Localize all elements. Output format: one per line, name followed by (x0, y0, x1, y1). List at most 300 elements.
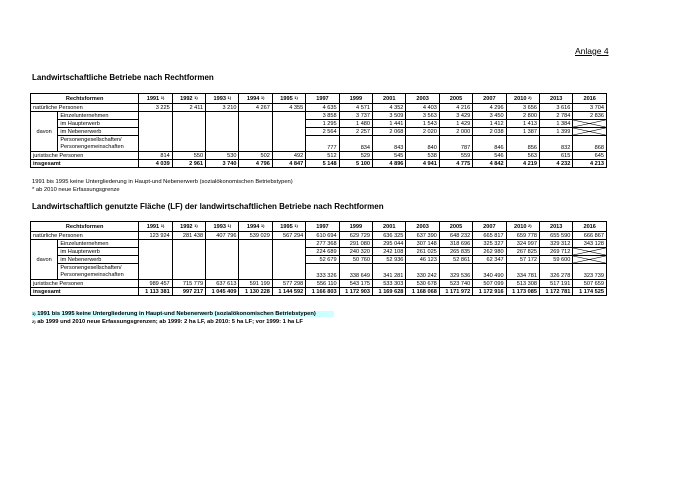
value-cell: 325 327 (473, 240, 506, 248)
value-cell (272, 136, 305, 152)
year-footnote-marker: 1) (227, 222, 232, 228)
row-label (58, 136, 139, 152)
year-label: 1994 (246, 223, 260, 230)
section2-title: Landwirtschaftlich genutzte Fläche (LF) der landwirtschaftlichen Betriebe nach Rechtformen (32, 202, 384, 211)
year-footnote-marker: 1) (227, 94, 232, 100)
value-cell: 492 (272, 152, 305, 160)
value-cell: 2 564 (306, 128, 339, 136)
row-label: im Nebenerwerb (58, 128, 139, 136)
value-cell (172, 248, 205, 256)
value-cell: 529 (339, 152, 372, 160)
value-cell: 52 679 (306, 256, 339, 264)
year-header (539, 94, 572, 104)
value-cell: 3 225 (139, 104, 172, 112)
row-full-time (31, 248, 607, 256)
value-cell: 2 257 (339, 128, 372, 136)
year-footnote-marker: 1) (160, 94, 165, 100)
value-cell: 530 (206, 152, 239, 160)
year-footnote-marker: 1) (260, 222, 265, 228)
value-cell: 281 438 (172, 232, 205, 240)
year-footnote-marker: 1) (260, 94, 265, 100)
value-cell: 655 590 (539, 232, 572, 240)
value-cell: 323 739 (573, 264, 607, 280)
year-label: 2007 (483, 223, 496, 230)
value-cell: 843 (373, 136, 406, 152)
value-cell: 1 441 (373, 120, 406, 128)
value-cell (139, 128, 172, 136)
value-cell: 4 403 (406, 104, 439, 112)
value-cell: 307 148 (406, 240, 439, 248)
value-cell: 648 232 (439, 232, 472, 240)
value-cell (272, 240, 305, 248)
value-cell: 1 169 628 (373, 288, 406, 296)
value-cell: 295 044 (373, 240, 406, 248)
year-label: 1993 (213, 95, 226, 102)
year-header (239, 222, 272, 232)
value-cell: 637 613 (206, 280, 239, 288)
year-header (373, 94, 406, 104)
value-cell: 2 038 (473, 128, 506, 136)
value-cell: 291 080 (339, 240, 372, 248)
year-header (206, 94, 239, 104)
year-label: 1999 (349, 223, 363, 230)
value-cell (239, 128, 272, 136)
value-cell: 539 029 (239, 232, 272, 240)
crossed-out-cell (573, 256, 607, 264)
value-cell (172, 256, 205, 264)
crossed-out-cell (573, 128, 607, 136)
value-cell: 530 678 (406, 280, 439, 288)
value-cell: 4 039 (139, 160, 172, 168)
value-cell: 1 171 972 (439, 288, 472, 296)
value-cell: 846 (473, 136, 506, 152)
year-header (339, 222, 372, 232)
year-label: 1993 (213, 223, 226, 230)
value-cell: 591 199 (239, 280, 272, 288)
value-cell: 4 571 (339, 104, 372, 112)
value-cell (239, 264, 272, 280)
davon-text: davon (36, 256, 52, 263)
value-cell: 224 689 (306, 248, 339, 256)
year-header (272, 222, 305, 232)
value-cell: 2 068 (373, 128, 406, 136)
value-cell: 563 (506, 152, 539, 160)
year-header (206, 222, 239, 232)
value-cell: 338 649 (339, 264, 372, 280)
row-total (31, 160, 607, 168)
row-label: Einzelunternehmen (58, 240, 139, 248)
value-cell: 502 (239, 152, 272, 160)
value-cell: 856 (506, 136, 539, 152)
footnote-2-text: ab 1999 und 2010 neue Erfassungsgrenzen; ab 1999: 2 ha LF, ab 2010: 5 ha LF; vor 1999: 1 ha LF (37, 319, 303, 325)
year-label: 2016 (583, 223, 596, 230)
year-footnote-marker: 2) (528, 94, 532, 100)
value-cell: 5 100 (339, 160, 372, 168)
value-cell (239, 240, 272, 248)
value-cell (172, 136, 205, 152)
rechtsformen-header: Rechtsformen (31, 222, 139, 232)
value-cell (206, 240, 239, 248)
year-header (139, 222, 172, 232)
section2-footnote-1 (32, 311, 334, 317)
value-cell (172, 128, 205, 136)
value-cell: 4 267 (239, 104, 272, 112)
value-cell (206, 256, 239, 264)
year-header (172, 94, 205, 104)
year-footnote-marker: 1) (160, 222, 165, 228)
year-header (172, 222, 205, 232)
value-cell: 637 390 (406, 232, 439, 240)
value-cell: 2 411 (172, 104, 205, 112)
value-cell (139, 256, 172, 264)
value-cell: 2 800 (506, 112, 539, 120)
value-cell (172, 240, 205, 248)
value-cell: 556 110 (306, 280, 339, 288)
value-cell (206, 264, 239, 280)
year-label: 2013 (549, 223, 563, 230)
year-label: 2007 (483, 95, 496, 102)
row-label: im Haupterwerb (58, 120, 139, 128)
row-part-time (31, 128, 607, 136)
value-cell: 834 (339, 136, 372, 152)
value-cell: 5 148 (306, 160, 339, 168)
value-cell: 545 (373, 152, 406, 160)
value-cell (239, 112, 272, 120)
value-cell: 840 (406, 136, 439, 152)
value-cell: 4 941 (406, 160, 439, 168)
value-cell: 989 457 (139, 280, 172, 288)
year-label: 1992 (180, 95, 193, 102)
footnote-1-marker: 1) (32, 311, 36, 316)
row-label: juristische Personen (31, 280, 139, 288)
row-sole-proprietors (31, 112, 607, 120)
annex-label: Anlage 4 (575, 46, 609, 56)
footnote-2-marker: 2) (32, 319, 36, 324)
value-cell: 1 480 (339, 120, 372, 128)
row-label: natürliche Personen (31, 104, 139, 112)
year-header (306, 94, 339, 104)
row-label: natürliche Personen (31, 232, 139, 240)
row-label: Einzelunternehmen (58, 112, 139, 120)
section1-title: Landwirtschaftliche Betriebe nach Rechtformen (32, 73, 214, 82)
value-cell: 4 296 (473, 104, 506, 112)
row-sole-proprietors (31, 240, 607, 248)
year-label: 2016 (583, 95, 596, 102)
value-cell: 277 368 (306, 240, 339, 248)
value-cell: 1 399 (539, 128, 572, 136)
value-cell (139, 264, 172, 280)
value-cell: 2 784 (539, 112, 572, 120)
year-header (239, 94, 272, 104)
row-label-line: Personengesellschaften/ (60, 136, 122, 143)
year-label: 1991 (146, 223, 160, 230)
value-cell: 407 796 (206, 232, 239, 240)
value-cell: 3 656 (506, 104, 539, 112)
value-cell (172, 120, 205, 128)
farms-table (30, 93, 607, 168)
year-label: 2003 (416, 223, 429, 230)
year-header (473, 94, 506, 104)
row-label-line: Personengesellschaften/ (60, 264, 122, 271)
value-cell: 814 (139, 152, 172, 160)
value-cell: 4 355 (272, 104, 305, 112)
row-partnerships (31, 264, 607, 280)
value-cell: 4 352 (373, 104, 406, 112)
year-header (139, 94, 172, 104)
year-label: 1992 (180, 223, 193, 230)
value-cell (139, 120, 172, 128)
value-cell (139, 240, 172, 248)
value-cell: 4 213 (573, 160, 607, 168)
row-part-time (31, 256, 607, 264)
year-footnote-marker: 1) (194, 94, 198, 100)
footnote-1-text: 1991 bis 1995 keine Untergliederung in Haupt-und Nebenerwerb (sozialökonomischen Betriebstypen) (37, 311, 316, 317)
header-row (31, 94, 607, 104)
value-cell: 2 961 (172, 160, 205, 168)
value-cell: 329 536 (439, 264, 472, 280)
year-label: 1995 (280, 223, 293, 230)
value-cell: 324 997 (506, 240, 539, 248)
year-header (406, 94, 439, 104)
value-cell: 1 384 (539, 120, 572, 128)
row-legal-persons (31, 280, 607, 288)
year-label: 1997 (316, 223, 329, 230)
value-cell: 4 896 (373, 160, 406, 168)
value-cell: 267 825 (506, 248, 539, 256)
value-cell: 1 172 903 (339, 288, 372, 296)
value-cell: 832 (539, 136, 572, 152)
year-header (373, 222, 406, 232)
value-cell: 4 796 (239, 160, 272, 168)
value-cell: 329 312 (539, 240, 572, 248)
value-cell: 2 836 (573, 112, 607, 120)
value-cell: 517 191 (539, 280, 572, 288)
year-label: 2005 (449, 223, 463, 230)
year-header (439, 222, 472, 232)
value-cell: 567 294 (272, 232, 305, 240)
value-cell: 538 (406, 152, 439, 160)
value-cell (206, 248, 239, 256)
row-label-line: Personengemeinschaften (60, 271, 124, 278)
section1-footnote-2: * ab 2010 neue Erfassungsgrenze (32, 187, 120, 193)
value-cell: 333 326 (306, 264, 339, 280)
value-cell: 242 108 (373, 248, 406, 256)
value-cell: 334 781 (506, 264, 539, 280)
row-full-time (31, 120, 607, 128)
value-cell: 4 232 (539, 160, 572, 168)
year-label: 2003 (416, 95, 429, 102)
year-label: 2010 (514, 223, 527, 230)
value-cell: 3 210 (206, 104, 239, 112)
value-cell: 52 861 (439, 256, 472, 264)
value-cell: 715 779 (172, 280, 205, 288)
value-cell: 57 172 (506, 256, 539, 264)
value-cell: 269 712 (539, 248, 572, 256)
value-cell: 1 144 592 (272, 288, 305, 296)
year-label: 1991 (146, 95, 160, 102)
year-header (506, 222, 539, 232)
value-cell (272, 256, 305, 264)
value-cell (272, 264, 305, 280)
row-label: insgesamt (31, 160, 139, 168)
value-cell: 645 (573, 152, 607, 160)
value-cell: 3 563 (406, 112, 439, 120)
value-cell: 513 308 (506, 280, 539, 288)
value-cell: 3 509 (373, 112, 406, 120)
value-cell: 615 (539, 152, 572, 160)
value-cell: 50 760 (339, 256, 372, 264)
value-cell: 4 219 (506, 160, 539, 168)
value-cell: 543 175 (339, 280, 372, 288)
row-partnerships (31, 136, 607, 152)
value-cell: 868 (573, 136, 607, 152)
value-cell: 1 130 228 (239, 288, 272, 296)
value-cell: 559 (439, 152, 472, 160)
value-cell: 59 600 (539, 256, 572, 264)
value-cell: 123 924 (139, 232, 172, 240)
value-cell (239, 120, 272, 128)
value-cell: 4 842 (473, 160, 506, 168)
header-row (31, 222, 607, 232)
value-cell (239, 136, 272, 152)
value-cell: 610 694 (306, 232, 339, 240)
value-cell: 577 298 (272, 280, 305, 288)
value-cell: 1 295 (306, 120, 339, 128)
year-header (339, 94, 372, 104)
value-cell: 343 128 (573, 240, 607, 248)
value-cell: 533 303 (373, 280, 406, 288)
davon-label (31, 240, 58, 280)
value-cell: 1 172 781 (539, 288, 572, 296)
value-cell: 4 635 (306, 104, 339, 112)
value-cell: 636 325 (373, 232, 406, 240)
value-cell: 1 045 409 (206, 288, 239, 296)
crossed-out-cell (573, 120, 607, 128)
value-cell: 3 616 (539, 104, 572, 112)
row-label: im Nebenerwerb (58, 256, 139, 264)
value-cell: 1 172 916 (473, 288, 506, 296)
value-cell: 1 413 (506, 120, 539, 128)
value-cell: 4 775 (439, 160, 472, 168)
value-cell: 997 217 (172, 288, 205, 296)
year-label: 2010 (514, 95, 527, 102)
value-cell: 659 778 (506, 232, 539, 240)
value-cell: 1 543 (406, 120, 439, 128)
davon-label (31, 112, 58, 152)
value-cell: 3 704 (573, 104, 607, 112)
value-cell: 1 166 803 (306, 288, 339, 296)
crossed-out-cell (573, 248, 607, 256)
year-header (272, 94, 305, 104)
value-cell: 46 123 (406, 256, 439, 264)
value-cell: 666 867 (573, 232, 607, 240)
row-label: insgesamt (31, 288, 139, 296)
year-header (406, 222, 439, 232)
row-label-line: Personengemeinschaften (60, 143, 124, 150)
value-cell: 629 729 (339, 232, 372, 240)
year-header (573, 94, 607, 104)
value-cell: 62 347 (473, 256, 506, 264)
row-total (31, 288, 607, 296)
year-header (573, 222, 607, 232)
value-cell (272, 112, 305, 120)
value-cell: 507 659 (573, 280, 607, 288)
value-cell: 1 387 (506, 128, 539, 136)
year-header (473, 222, 506, 232)
value-cell (206, 120, 239, 128)
value-cell (206, 128, 239, 136)
year-label: 2005 (449, 95, 463, 102)
value-cell (206, 136, 239, 152)
value-cell: 1 412 (473, 120, 506, 128)
value-cell (172, 112, 205, 120)
area-table (30, 221, 607, 296)
value-cell: 4 216 (439, 104, 472, 112)
value-cell: 3 740 (206, 160, 239, 168)
year-footnote-marker: 2) (528, 222, 532, 228)
value-cell: 240 320 (339, 248, 372, 256)
section2-footnote-2 (32, 319, 303, 325)
value-cell (139, 136, 172, 152)
year-label: 2001 (383, 223, 396, 230)
value-cell: 318 696 (439, 240, 472, 248)
year-header (539, 222, 572, 232)
davon-text: davon (36, 128, 52, 135)
value-cell: 4 847 (272, 160, 305, 168)
value-cell: 1 173 085 (506, 288, 539, 296)
section1-footnote-1: 1991 bis 1995 keine Untergliederung in Haupt-und Nebenerwerb (sozialökonomischen Betriebstypen) (32, 179, 293, 185)
value-cell (239, 256, 272, 264)
year-label: 1997 (316, 95, 329, 102)
rechtsformen-header: Rechtsformen (31, 94, 139, 104)
row-label (58, 264, 139, 280)
value-cell (272, 120, 305, 128)
year-footnote-marker: 1) (294, 94, 298, 100)
value-cell (272, 248, 305, 256)
year-footnote-marker: 1) (194, 222, 198, 228)
value-cell (272, 128, 305, 136)
value-cell: 665 817 (473, 232, 506, 240)
value-cell: 3 858 (306, 112, 339, 120)
year-label: 2013 (549, 95, 563, 102)
value-cell (206, 112, 239, 120)
year-label: 1999 (349, 95, 363, 102)
value-cell: 787 (439, 136, 472, 152)
value-cell (172, 264, 205, 280)
value-cell: 326 278 (539, 264, 572, 280)
value-cell: 52 936 (373, 256, 406, 264)
value-cell: 3 737 (339, 112, 372, 120)
year-footnote-marker: 1) (294, 222, 298, 228)
year-header (439, 94, 472, 104)
row-label: juristische Personen (31, 152, 139, 160)
value-cell: 1 168 068 (406, 288, 439, 296)
year-header (306, 222, 339, 232)
value-cell: 507 099 (473, 280, 506, 288)
value-cell: 341 281 (373, 264, 406, 280)
value-cell: 512 (306, 152, 339, 160)
value-cell: 550 (172, 152, 205, 160)
value-cell: 261 025 (406, 248, 439, 256)
value-cell: 546 (473, 152, 506, 160)
value-cell: 340 490 (473, 264, 506, 280)
value-cell: 262 980 (473, 248, 506, 256)
value-cell: 1 174 525 (573, 288, 607, 296)
row-legal-persons (31, 152, 607, 160)
year-label: 1995 (280, 95, 293, 102)
value-cell (239, 248, 272, 256)
row-natural-persons (31, 232, 607, 240)
